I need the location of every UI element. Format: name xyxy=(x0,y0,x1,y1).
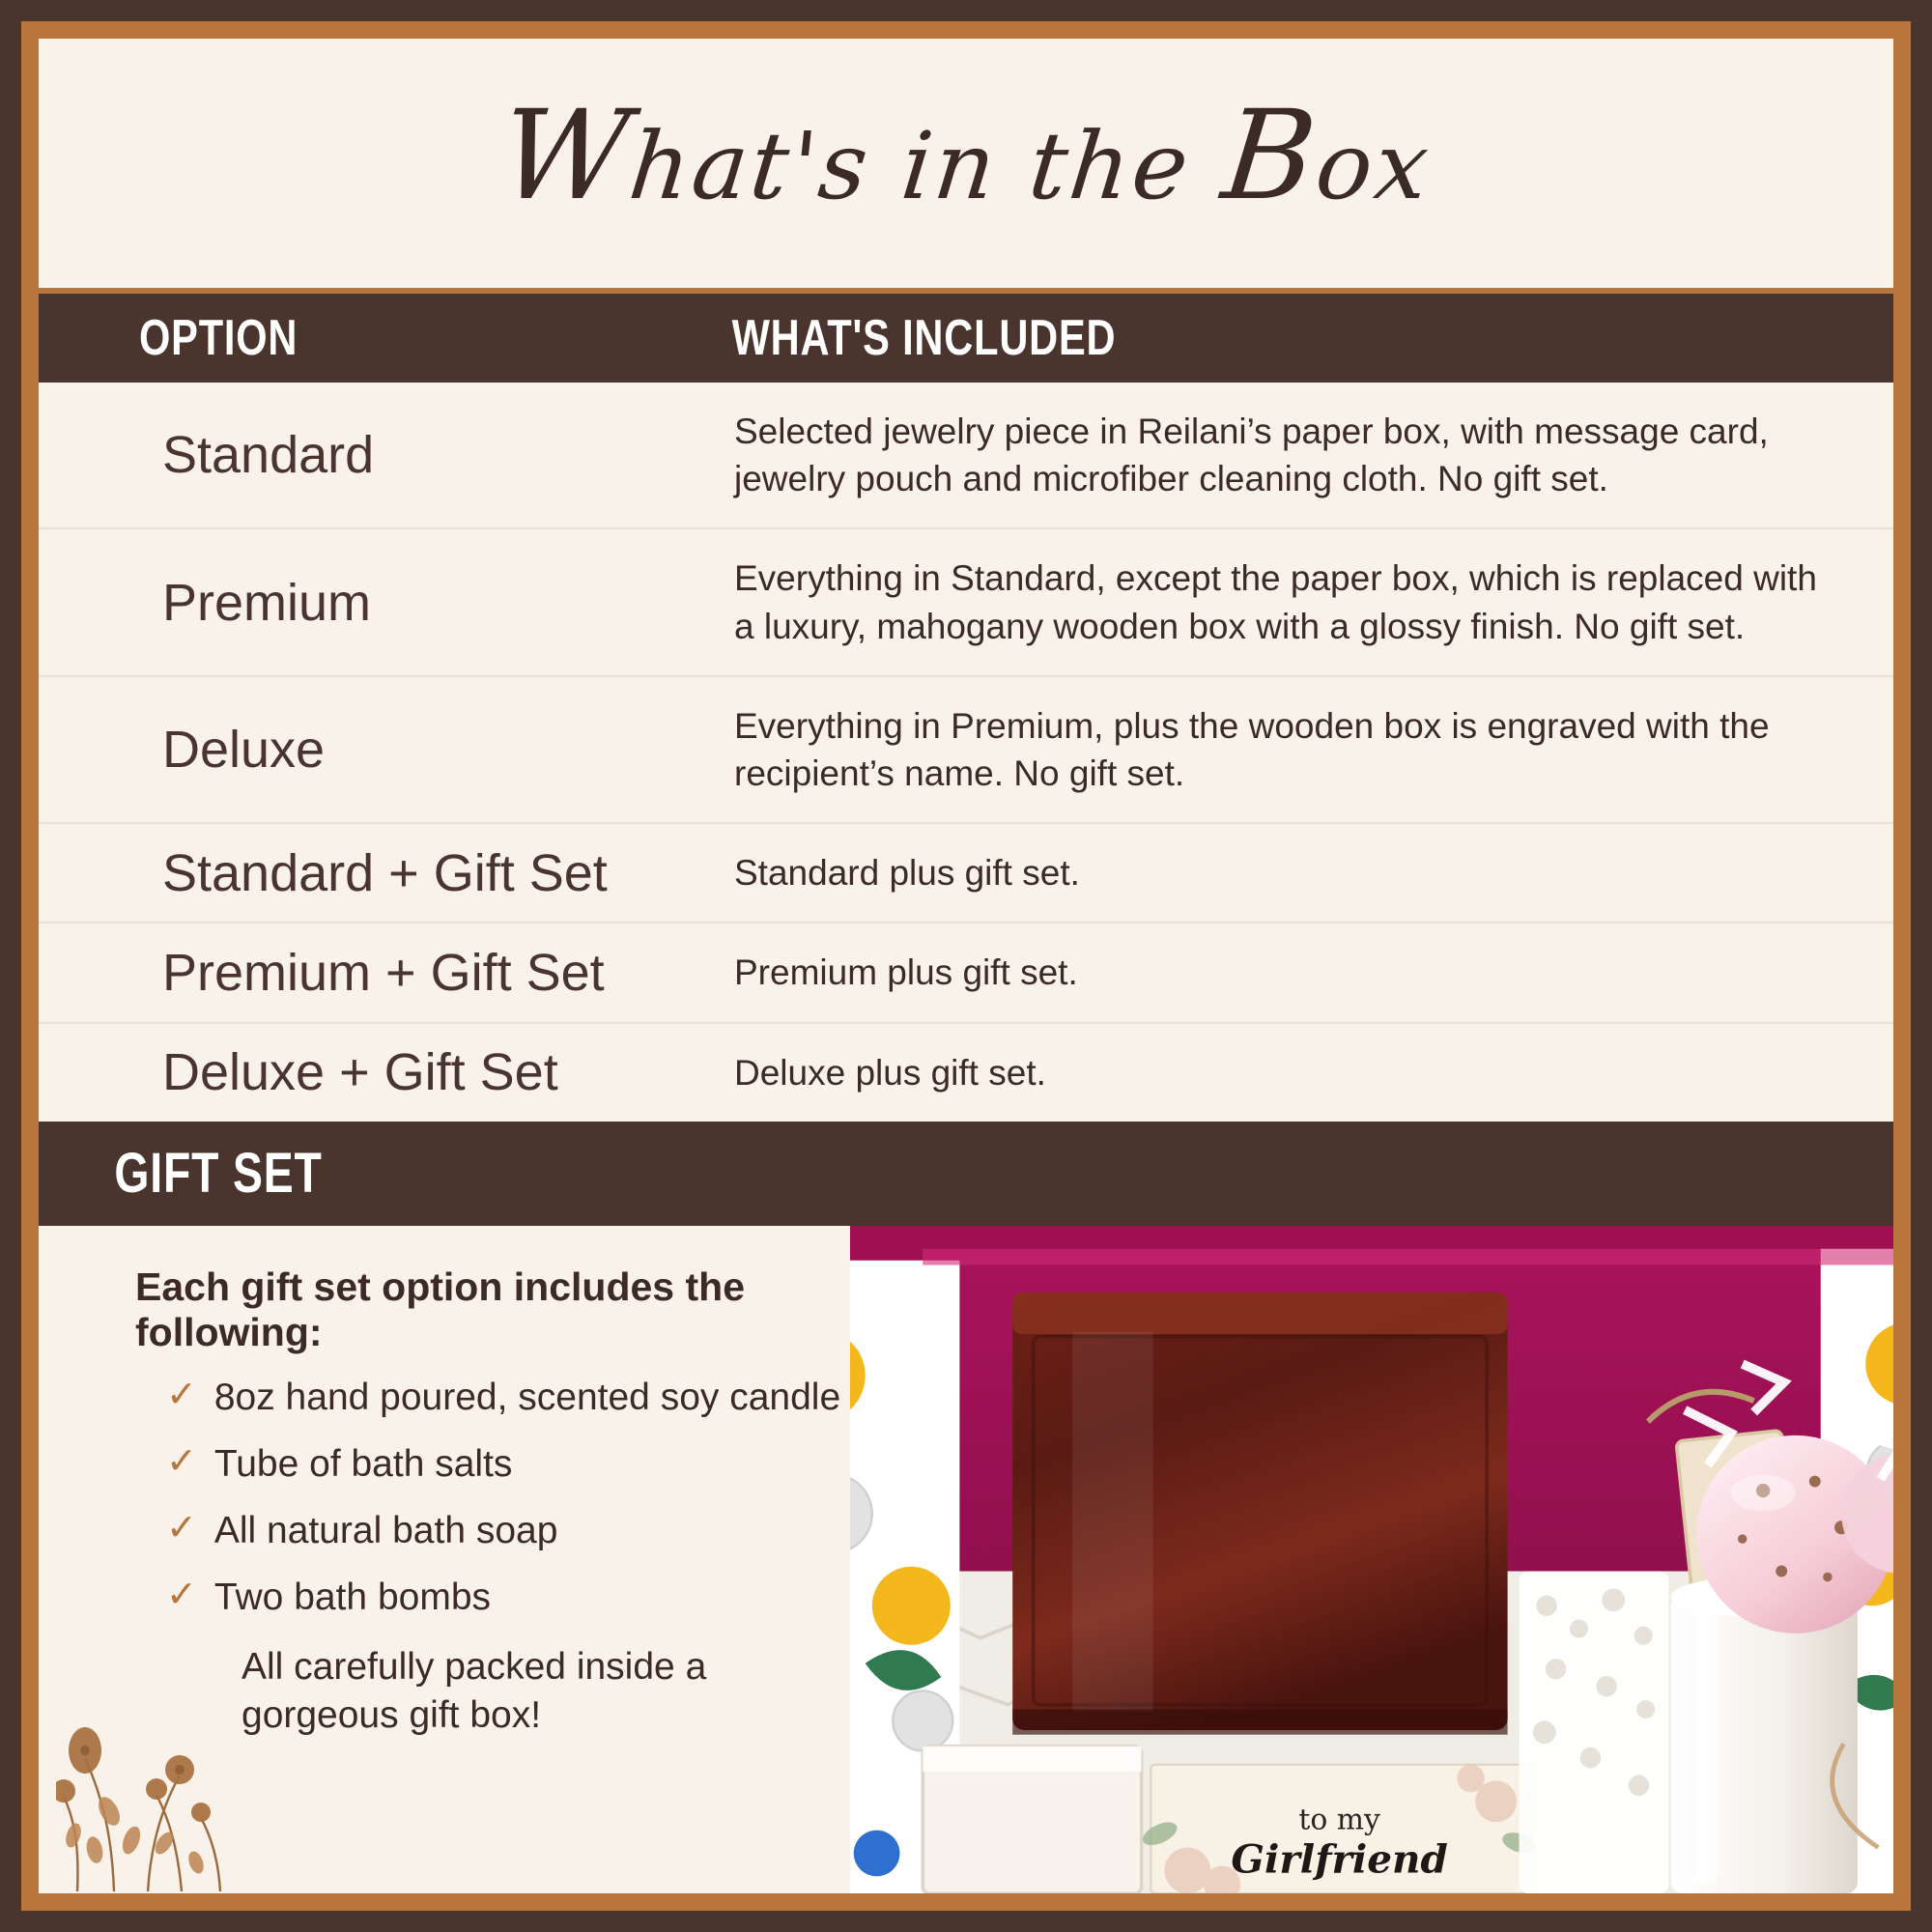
option-name: Standard xyxy=(162,426,375,485)
option-name: Deluxe xyxy=(162,721,326,780)
option-description: Premium plus gift set. xyxy=(734,952,1078,993)
column-header-included: WHAT'S INCLUDED xyxy=(731,310,1117,366)
column-header-option: OPTION xyxy=(139,310,298,366)
option-name: Deluxe + Gift Set xyxy=(162,1043,558,1102)
gift-box-illustration xyxy=(850,1226,1893,1893)
inner-frame xyxy=(21,21,1911,1911)
giftset-intro: Each gift set option includes the following: xyxy=(135,1264,745,1354)
option-description: Selected jewelry piece in Reilani’s paper box, with message card, jewelry pouch and microfiber cleaning cloth. No gift set. xyxy=(734,412,1769,499)
giftset-item-list xyxy=(135,1374,869,1619)
option-name: Premium + Gift Set xyxy=(162,944,605,1003)
option-description: Deluxe plus gift set. xyxy=(734,1052,1046,1093)
svg-text:to my: to my xyxy=(1298,1803,1380,1837)
option-description: Everything in Standard, except the paper box, which is replaced with a luxury, mahogany wooden box with a glossy finish. No gift set. xyxy=(734,558,1817,646)
option-description: Standard plus gift set. xyxy=(734,853,1080,894)
list-item-label: Two bath bombs xyxy=(213,1576,492,1618)
check-icon: ✓ xyxy=(166,1440,197,1482)
page-title: What's in the Box xyxy=(494,83,1437,228)
check-icon: ✓ xyxy=(166,1507,197,1548)
list-item-label: All natural bath soap xyxy=(213,1509,558,1551)
table-row xyxy=(39,923,1893,1023)
table-row xyxy=(39,1024,1893,1122)
option-name: Standard + Gift Set xyxy=(162,843,608,902)
table-row xyxy=(39,677,1893,824)
list-item xyxy=(166,1507,869,1552)
table-row xyxy=(39,824,1893,923)
giftset-header-label: GIFT SET xyxy=(114,1142,323,1206)
svg-text:Girlfriend: Girlfriend xyxy=(1231,1835,1448,1883)
list-item xyxy=(166,1440,869,1486)
gift-box-photo xyxy=(850,1226,1893,1893)
giftset-panel xyxy=(39,1226,1893,1893)
giftset-section-header xyxy=(39,1122,1893,1226)
check-icon: ✓ xyxy=(166,1574,197,1615)
table-header-row xyxy=(39,294,1893,383)
table-row xyxy=(39,383,1893,529)
list-item xyxy=(166,1374,869,1419)
title-banner xyxy=(39,39,1893,288)
giftset-note: All carefully packed inside a gorgeous gift box! xyxy=(242,1645,707,1736)
giftset-text-block xyxy=(39,1226,869,1893)
check-icon: ✓ xyxy=(166,1374,197,1415)
table-row xyxy=(39,529,1893,676)
list-item-label: 8oz hand poured, scented soy candle xyxy=(213,1376,841,1418)
option-description: Everything in Premium, plus the wooden box is engraved with the recipient’s name. No gift set. xyxy=(734,705,1770,794)
list-item xyxy=(166,1574,869,1619)
option-name: Premium xyxy=(162,573,372,632)
options-table xyxy=(39,383,1893,1122)
list-item-label: Tube of bath salts xyxy=(213,1442,513,1485)
